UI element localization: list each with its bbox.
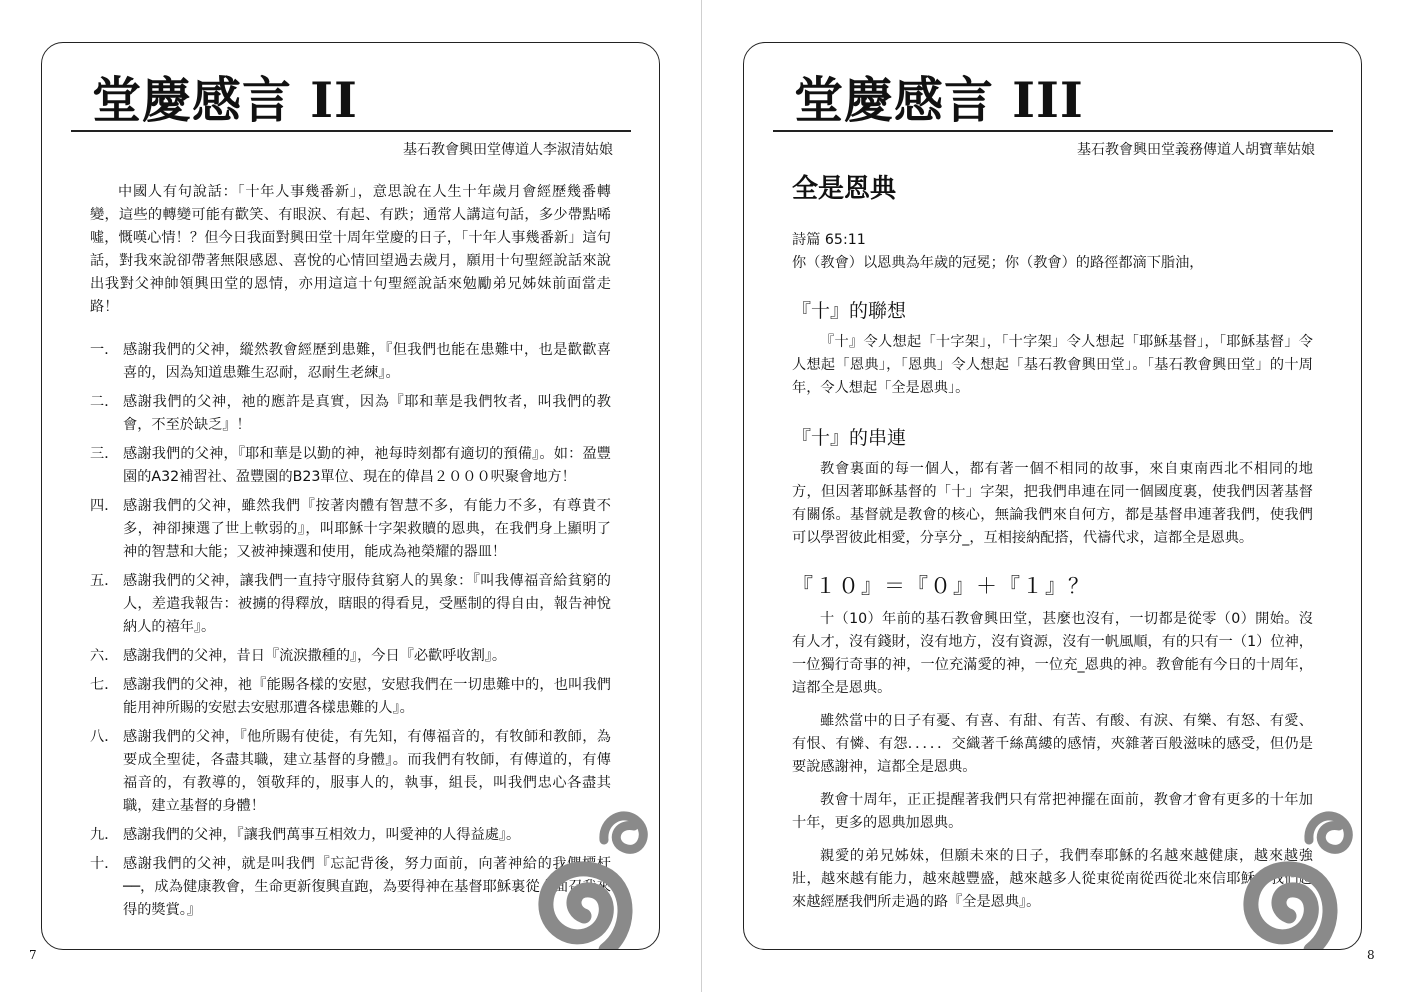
verse-text: 你（教會）以恩典為年歲的冠冕；你（教會）的路徑都滴下脂油， <box>792 255 1204 271</box>
section-paragraph-6: 親愛的弟兄姊妹，但願未來的日子，我們奉耶穌的名越來越健康，越來越強壯，越來越有能力，越來越豐盛，越來越多人從東從南從西從北來信耶穌，我們越來越經歷我們所走過的路『全是恩典』。 <box>792 848 1313 910</box>
section-paragraph-4: 雖然當中的日子有憂、有喜、有甜、有苦、有酸、有淚、有樂、有怒、有愛、有恨、有憐、有怨．．．．．交織著千絲萬縷的感情，夾雜著百般滋味的感受，但仍是要說感謝神，這都全是恩典。 <box>792 713 1313 775</box>
list-item <box>90 391 611 437</box>
section-paragraph-1: 『十』令人想起「十字架」，「十字架」令人想起「耶穌基督」，「耶穌基督」令人想起「恩典」，「恩典」令人想起「基石教會興田堂」。「基石教會興田堂」的十周年，令人想起「全是恩典」。 <box>792 334 1313 396</box>
list-item-text: 感謝我們的父神，讓我們一直持守服侍貧窮人的異象：『叫我傳福音給貧窮的人，差遣我報告：被擄的得釋放，瞎眼的得看見，受壓制的得自由，報告神悅納人的禧年』。 <box>123 573 611 635</box>
list-item-number: 八． <box>90 729 119 745</box>
list-item-number: 七． <box>90 677 119 693</box>
right-title-main: 堂慶感言 <box>794 72 995 129</box>
left-title-main: 堂慶感言 <box>92 72 293 129</box>
left-page-frame <box>41 42 660 950</box>
list-item-number: 三． <box>90 446 119 462</box>
section-paragraph-5: 教會十周年，正正提醒著我們只有常把神擺在面前，教會才會有更多的十年加十年，更多的恩典加恩典。 <box>792 792 1313 831</box>
list-item <box>90 495 611 564</box>
verse-reference: 詩篇 65:11 <box>792 232 866 248</box>
right-page-number: 8 <box>1367 948 1375 962</box>
list-item-text: 感謝我們的父神，『他所賜有使徒，有先知，有傳福音的，有牧師和教師，為要成全聖徒，各盡其職，建立基督的身體』。而我們有牧師，有傳道的，有傳福音的，有教導的，領敬拜的，服事人的，執事，組長，叫我們忠心各盡其職，建立基督的身體！ <box>123 729 611 814</box>
right-author: 基石教會興田堂義務傳道人胡寶華姑娘 <box>1077 142 1315 158</box>
right-page-frame <box>743 42 1362 950</box>
list-item-text: 感謝我們的父神，縱然教會經歷到患難，『但我們也能在患難中，也是歡歡喜喜的，因為知道患難生忍耐，忍耐生老練』。 <box>123 342 611 381</box>
left-page-title <box>92 71 358 130</box>
list-item-text: 感謝我們的父神，『耶和華是以勤的神，祂每時刻都有適切的預備』。如：盈豐園的A32補習社、盈豐園的B23單位、現在的偉昌２０００呎聚會地方！ <box>123 446 611 485</box>
left-title-roman: II <box>310 71 358 129</box>
list-item-text: 感謝我們的父神，雖然我們『按著肉體有智慧不多，有能力不多，有尊貴不多，神卻揀選了世上軟弱的』，叫耶穌十字架救贖的恩典，在我們身上顯明了神的智慧和大能；又被神揀選和使用，能成為祂榮耀的器皿！ <box>123 498 611 560</box>
list-item-number: 一． <box>90 342 119 358</box>
list-item <box>90 674 611 720</box>
list-item-number: 十． <box>90 856 119 872</box>
right-subtitle: 全是恩典 <box>792 174 897 204</box>
right-title-roman: III <box>1012 71 1084 129</box>
section-paragraph-2: 教會裏面的每一個人，都有著一個不相同的故事，來自東南西北不相同的地方，但因著耶穌基督的「十」字架，把我們串連在同一個國度裏，使我們因著基督有關係。基督就是教會的核心，無論我們來自何方，都是基督串連著我們，使我們可以學習彼此相愛，分享分_，互相接納配搭，代禱代求，這都全是恩典。 <box>792 461 1313 546</box>
list-item-text: 感謝我們的父神，祂『能賜各樣的安慰，安慰我們在一切患難中的，也叫我們能用神所賜的安慰去安慰那遭各樣患難的人』。 <box>123 677 611 716</box>
list-item-number: 四． <box>90 498 119 514</box>
list-item <box>90 570 611 639</box>
list-item-number: 二． <box>90 394 119 410</box>
list-item-number: 六． <box>90 648 119 664</box>
list-item-text: 感謝我們的父神，昔日『流淚撒種的』，今日『必歡呼收割』。 <box>123 648 507 664</box>
left-intro-paragraph: 中國人有句說話：「十年人事幾番新」，意思說在人生十年歲月會經歷幾番轉變，這些的轉變可能有歡笑、有眼淚、有起、有跌；通常人講這句話，多少帶點唏噓，慨嘆心情！？但今日我面對興田堂十周年堂慶的日子，「十年人事幾番新」這句話，對我來說卻帶著無限感恩、喜悅的心情回望過去歲月，願用十句聖經說話來說出我對父神帥領興田堂的恩情，亦用這這十句聖經說話來勉勵弟兄姊妹前面當走路！ <box>90 184 611 315</box>
list-item <box>90 339 611 385</box>
section-heading-3: 『１０』＝『０』＋『１』？ <box>792 574 1091 598</box>
list-item <box>90 443 611 489</box>
spiral-icon <box>514 798 660 950</box>
section-heading-2: 『十』的串連 <box>792 427 907 449</box>
list-item-text: 感謝我們的父神，祂的應許是真實，因為『耶和華是我們牧者，叫我們的教會，不至於缺乏』！ <box>123 394 611 433</box>
section-paragraph-3: 十（10）年前的基石教會興田堂，甚麼也沒有，一切都是從零（0）開始。沒有人才，沒有錢財，沒有地方，沒有資源，沒有一帆風順，有的只有一（1）位神，一位獨行奇事的神，一位充滿愛的神，一位充_恩典的神。教會能有今日的十周年，這都全是恩典。 <box>792 611 1313 696</box>
list-item-text: 感謝我們的父神，就是叫我們『忘記背後，努力面前，向著神給的我們標杆──，成為健康教會，生命更新復興直跑，為要得神在基督耶穌裏從上面召我來得的獎賞。』 <box>123 856 611 918</box>
list-item <box>90 645 611 668</box>
section-heading-1: 『十』的聯想 <box>792 300 907 322</box>
left-title-rule <box>71 130 631 132</box>
list-item-number: 五． <box>90 573 119 589</box>
list-item-text: 感謝我們的父神，『讓我們萬事互相效力，叫愛神的人得益處』。 <box>123 827 521 843</box>
left-author: 基石教會興田堂傳道人李淑清姑娘 <box>403 142 613 158</box>
list-item-number: 九． <box>90 827 119 843</box>
right-page-title <box>794 71 1084 130</box>
spiral-icon <box>1219 798 1362 950</box>
right-title-rule <box>773 130 1333 132</box>
left-page-number: 7 <box>29 948 37 962</box>
page-spine <box>701 0 702 992</box>
